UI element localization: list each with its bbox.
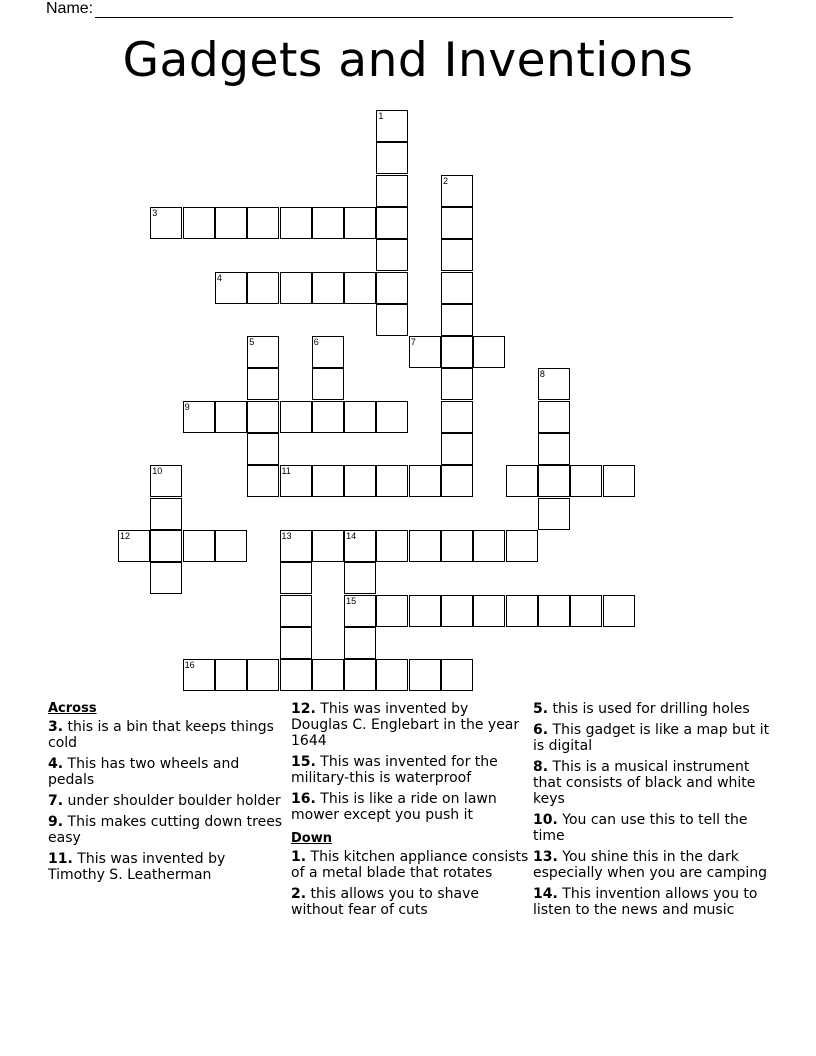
cell-number: 2 <box>443 175 449 186</box>
grid-cell[interactable] <box>570 595 602 627</box>
cell-number: 15 <box>346 595 357 606</box>
grid-cell[interactable] <box>441 659 473 691</box>
clue-number: 11 <box>48 851 68 867</box>
grid-cell[interactable] <box>603 595 635 627</box>
clue-column-1 <box>48 701 286 888</box>
grid-cell[interactable] <box>183 401 215 433</box>
clue-text: This is a musical instrument that consists of black and white keys <box>533 759 756 807</box>
grid-cell[interactable] <box>376 595 408 627</box>
cell-number: 12 <box>120 530 131 541</box>
grid-cell[interactable] <box>441 595 473 627</box>
clue-text: This was invented by Douglas C. Englebart in the year 1644 <box>291 701 520 749</box>
down-heading: Down <box>291 831 332 846</box>
grid-cell[interactable] <box>280 627 312 659</box>
grid-cell[interactable] <box>150 530 182 562</box>
grid-cell[interactable] <box>312 530 344 562</box>
grid-cell[interactable] <box>312 465 344 497</box>
grid-cell[interactable] <box>441 175 473 207</box>
grid-cell[interactable] <box>603 465 635 497</box>
clue-text: This kitchen appliance consists of a metal blade that rotates <box>291 849 529 881</box>
cell-number: 10 <box>152 466 163 477</box>
cell-number: 4 <box>216 272 222 283</box>
grid-cell[interactable] <box>247 207 279 239</box>
grid-cell[interactable] <box>441 465 473 497</box>
grid-cell[interactable] <box>538 401 570 433</box>
grid-cell[interactable] <box>570 465 602 497</box>
grid-cell[interactable] <box>376 207 408 239</box>
grid-cell[interactable] <box>247 401 279 433</box>
clue-across-3: 3. this is a bin that keeps things cold <box>48 719 274 751</box>
grid-cell[interactable] <box>247 659 279 691</box>
grid-cell[interactable] <box>409 595 441 627</box>
cell-number: 13 <box>281 530 292 541</box>
clue-down-10: 10. You can use this to tell the time <box>533 812 748 844</box>
grid-cell[interactable] <box>473 336 505 368</box>
grid-cell[interactable] <box>376 110 408 142</box>
clue-number: 6 <box>533 722 543 738</box>
clue-down-14: 14. This invention allows you to listen to the news and music <box>533 886 758 918</box>
grid-cell[interactable] <box>312 272 344 304</box>
grid-cell[interactable] <box>312 659 344 691</box>
grid-cell[interactable] <box>344 530 376 562</box>
clue-text: This was invented by Timothy S. Leatherman <box>48 851 226 883</box>
clue-text: This gadget is like a map but it is digital <box>533 722 770 754</box>
clue-down-1: 1. This kitchen appliance consists of a metal blade that rotates <box>291 849 529 881</box>
clue-number: 14 <box>533 886 553 902</box>
grid-cell[interactable] <box>441 530 473 562</box>
cell-number: 16 <box>184 660 195 671</box>
grid-cell[interactable] <box>312 401 344 433</box>
grid-cell[interactable] <box>409 659 441 691</box>
grid-cell[interactable] <box>344 272 376 304</box>
clue-text: this allows you to shave without fear of cuts <box>291 886 479 918</box>
grid-cell[interactable] <box>538 595 570 627</box>
grid-cell[interactable] <box>376 304 408 336</box>
grid-cell[interactable] <box>280 595 312 627</box>
page-title: Gadgets and Inventions <box>122 33 694 88</box>
grid-cell[interactable] <box>280 530 312 562</box>
clue-down-13: 13. You shine this in the dark especially when you are camping <box>533 849 768 881</box>
grid-cell[interactable] <box>376 142 408 174</box>
clue-across-9: 9. This makes cutting down trees easy <box>48 814 283 846</box>
across-heading: Across <box>48 701 97 716</box>
grid-cell[interactable] <box>473 530 505 562</box>
grid-cell[interactable] <box>280 562 312 594</box>
grid-cell[interactable] <box>506 465 538 497</box>
grid-cell[interactable] <box>344 562 376 594</box>
clue-across-12: 12. This was invented by Douglas C. Englebart in the year 1644 <box>291 701 520 749</box>
grid-cell[interactable] <box>215 530 247 562</box>
grid-cell[interactable] <box>376 401 408 433</box>
clue-text: This makes cutting down trees easy <box>48 814 283 846</box>
grid-cell[interactable] <box>312 207 344 239</box>
grid-cell[interactable] <box>118 530 150 562</box>
cell-number: 1 <box>378 111 384 121</box>
grid-cell[interactable] <box>183 530 215 562</box>
grid-cell[interactable] <box>409 530 441 562</box>
grid-cell[interactable] <box>441 239 473 271</box>
clue-down-2: 2. this allows you to shave without fear of cuts <box>291 886 479 918</box>
grid-cell[interactable] <box>280 207 312 239</box>
grid-cell[interactable] <box>344 659 376 691</box>
clue-text: This has two wheels and pedals <box>48 756 240 788</box>
clue-text: this is a bin that keeps things cold <box>48 719 274 751</box>
grid-cell[interactable] <box>247 336 279 368</box>
grid-cell[interactable] <box>441 336 473 368</box>
grid-cell[interactable] <box>538 368 570 400</box>
grid-cell[interactable] <box>344 207 376 239</box>
clue-number: 10 <box>533 812 553 828</box>
clue-across-11: 11. This was invented by Timothy S. Leatherman <box>48 851 226 883</box>
grid-cell[interactable] <box>441 272 473 304</box>
grid-cell[interactable] <box>441 207 473 239</box>
clue-number: 16 <box>291 791 311 807</box>
clue-text: This was invented for the military-this is waterproof <box>291 754 498 786</box>
grid-cell[interactable] <box>376 175 408 207</box>
clue-number: 3 <box>48 719 58 735</box>
grid-cell[interactable] <box>344 627 376 659</box>
clue-text: You can use this to tell the time <box>533 812 748 844</box>
cell-number: 3 <box>152 207 158 218</box>
grid-cell[interactable] <box>280 659 312 691</box>
grid-cell[interactable] <box>150 562 182 594</box>
clue-down-6: 6. This gadget is like a map but it is digital <box>533 722 770 754</box>
grid-cell[interactable] <box>150 498 182 530</box>
grid-cell[interactable] <box>280 401 312 433</box>
clue-across-7: 7. under shoulder boulder holder <box>48 793 281 809</box>
grid-cell[interactable] <box>150 207 182 239</box>
clue-number: 9 <box>48 814 58 830</box>
grid-cell[interactable] <box>312 336 344 368</box>
cell-number: 5 <box>249 337 255 348</box>
grid-cell[interactable] <box>150 465 182 497</box>
grid-cell[interactable] <box>441 433 473 465</box>
clue-down-8: 8. This is a musical instrument that consists of black and white keys <box>533 759 756 807</box>
grid-cell[interactable] <box>376 239 408 271</box>
clue-number: 5 <box>533 701 543 717</box>
grid-cell[interactable] <box>538 433 570 465</box>
grid-cell[interactable] <box>376 465 408 497</box>
grid-cell[interactable] <box>376 530 408 562</box>
grid-cell[interactable] <box>183 207 215 239</box>
clue-text: this is used for drilling holes <box>552 701 750 717</box>
clue-text: This invention allows you to listen to the news and music <box>533 886 758 918</box>
grid-cell[interactable] <box>247 465 279 497</box>
grid-cell[interactable] <box>506 530 538 562</box>
grid-cell[interactable] <box>538 498 570 530</box>
cell-number: 6 <box>313 337 319 348</box>
grid-cell[interactable] <box>376 659 408 691</box>
grid-cell[interactable] <box>215 401 247 433</box>
grid-cell[interactable] <box>441 401 473 433</box>
clue-text: under shoulder boulder holder <box>67 793 281 809</box>
grid-cell[interactable] <box>344 595 376 627</box>
grid-cell[interactable] <box>215 272 247 304</box>
grid-cell[interactable] <box>247 433 279 465</box>
clue-column-3 <box>533 701 771 923</box>
grid-cell[interactable] <box>441 368 473 400</box>
grid-cell[interactable] <box>247 368 279 400</box>
clue-number: 13 <box>533 849 553 865</box>
grid-cell[interactable] <box>215 207 247 239</box>
grid-cell[interactable] <box>344 465 376 497</box>
name-label: Name: <box>46 0 94 17</box>
grid-cell[interactable] <box>473 595 505 627</box>
grid-cell[interactable] <box>376 272 408 304</box>
clue-text: This is like a ride on lawn mower except you push it <box>291 791 497 823</box>
clue-number: 1 <box>291 849 301 865</box>
clue-number: 8 <box>533 759 543 775</box>
clue-column-2 <box>291 701 529 923</box>
cell-number: 9 <box>184 401 190 412</box>
clue-text: You shine this in the dark especially when you are camping <box>533 849 768 881</box>
grid-cell[interactable] <box>215 659 247 691</box>
grid-cell[interactable] <box>280 272 312 304</box>
grid-cell[interactable] <box>409 336 441 368</box>
clue-across-4: 4. This has two wheels and pedals <box>48 756 240 788</box>
grid-cell[interactable] <box>409 465 441 497</box>
clue-number: 15 <box>291 754 311 770</box>
grid-cell[interactable] <box>506 595 538 627</box>
clue-number: 4 <box>48 756 58 772</box>
cell-number: 11 <box>281 466 291 477</box>
grid-cell[interactable] <box>538 465 570 497</box>
clue-across-15: 15. This was invented for the military-this is waterproof <box>291 754 498 786</box>
grid-cell[interactable] <box>183 659 215 691</box>
clue-number: 7 <box>48 793 58 809</box>
clue-number: 12 <box>291 701 311 717</box>
grid-cell[interactable] <box>344 401 376 433</box>
grid-cell[interactable] <box>312 368 344 400</box>
cell-number: 7 <box>410 337 416 348</box>
clue-down-5: 5. this is used for drilling holes <box>533 701 750 717</box>
grid-cell[interactable] <box>441 304 473 336</box>
cell-number: 8 <box>539 369 545 380</box>
cell-number: 14 <box>346 530 357 541</box>
grid-cell[interactable] <box>280 465 312 497</box>
clue-number: 2 <box>291 886 301 902</box>
grid-cell[interactable] <box>247 272 279 304</box>
clue-across-16: 16. This is like a ride on lawn mower except you push it <box>291 791 497 823</box>
